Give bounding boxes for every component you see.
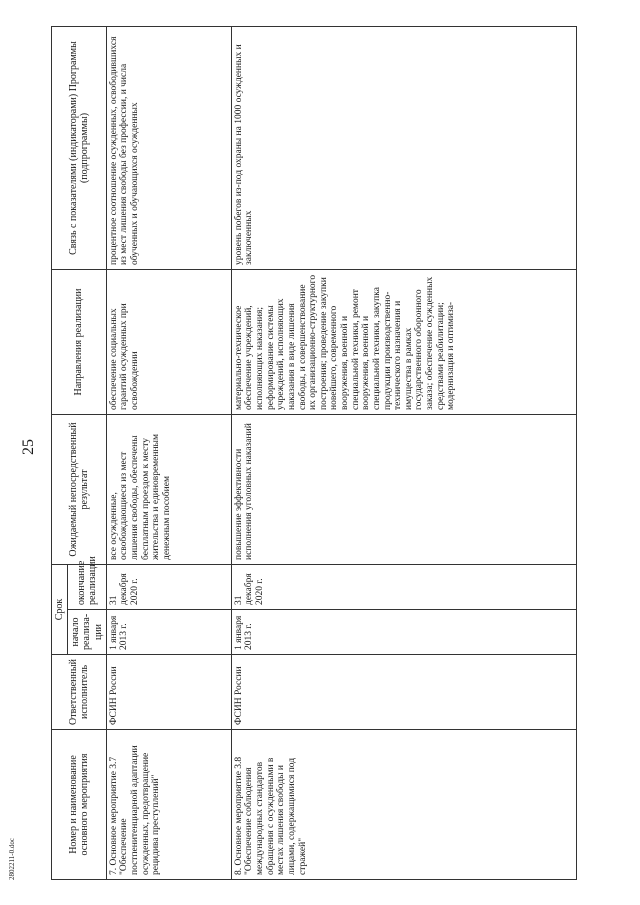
cell-directions: материально-техническое обеспечение учреждений, исполняющих наказания; реформирование системы учреждений, исполняющих наказания в виде лишения свободы, и совершенствование их организационно-структурного построения; проведение закупки новейшего, современного вооружения, военной и специальной техники, ремонт вооружения, военной и специальной техники, закупка продукции производственно-технического назначения и имущества в рамках государственного оборонного заказа; обеспечение осужденных средствами реабилитации; модернизация и оптимиза- — [231, 270, 576, 415]
header-responsible: Ответственный исполнитель — [52, 655, 107, 730]
cell-start: 1 января 2013 г. — [231, 610, 576, 655]
page-number: 25 — [20, 439, 37, 455]
cell-responsible: ФСИН России — [231, 655, 576, 730]
rotated-table-container — [51, 27, 596, 880]
cell-link: процентное соотношение осужденных, освободившихся из мест лишения свободы без профессии, и числа обученных и обучающихся осужденных — [106, 27, 231, 270]
cell-end: 31 декабря 2020 г. — [231, 565, 576, 610]
table-row — [231, 27, 576, 880]
header-end: окончание реализации — [68, 565, 107, 610]
header-start: начало реализа-ции — [68, 610, 107, 655]
header-expected: Ожидаемый непосредственный результат — [52, 415, 107, 565]
table-row — [106, 27, 231, 880]
footer-doc-code: 2802211-0.doc — [8, 838, 16, 880]
cell-end: 31 декабря 2020 г. — [106, 565, 231, 610]
header-number-name: Номер и наименование основного мероприятия — [52, 730, 107, 880]
activity-name: Основное мероприятие 3.7 "Обеспечение постпенитенциарной адаптации осужденных, предотвращение рецидива преступлений" — [108, 745, 162, 875]
cell-number-name — [106, 730, 231, 880]
header-term: Срок — [52, 565, 68, 655]
header-link: Связь с показателями (индикаторами) Программы (подпрограммы) — [52, 27, 107, 270]
cell-number-name — [231, 730, 576, 880]
activity-name: Основное мероприятие 3.8 "Обеспечение соблюдения международных стандартов обращения с осужденными в местах лишения свободы и лицами, содержащимися под стражей" — [233, 756, 308, 875]
header-directions: Направления реализации — [52, 270, 107, 415]
cell-link: уровень побегов из-под охраны на 1000 осужденных и заключенных — [231, 27, 576, 270]
cell-directions: обеспечение социальных гарантий осужденных при освобождении — [106, 270, 231, 415]
cell-expected: повышение эффективности исполнения уголовных наказаний — [231, 415, 576, 565]
row-number: 7. — [108, 867, 119, 875]
row-number: 8. — [233, 867, 244, 875]
cell-expected: все осужденные, освобождающиеся из мест лишения свободы, обеспечены бесплатным проездом к месту жительства и единовременным денежным пособием — [106, 415, 231, 565]
cell-start: 1 января 2013 г. — [106, 610, 231, 655]
cell-responsible: ФСИН России — [106, 655, 231, 730]
activities-table — [51, 26, 577, 880]
